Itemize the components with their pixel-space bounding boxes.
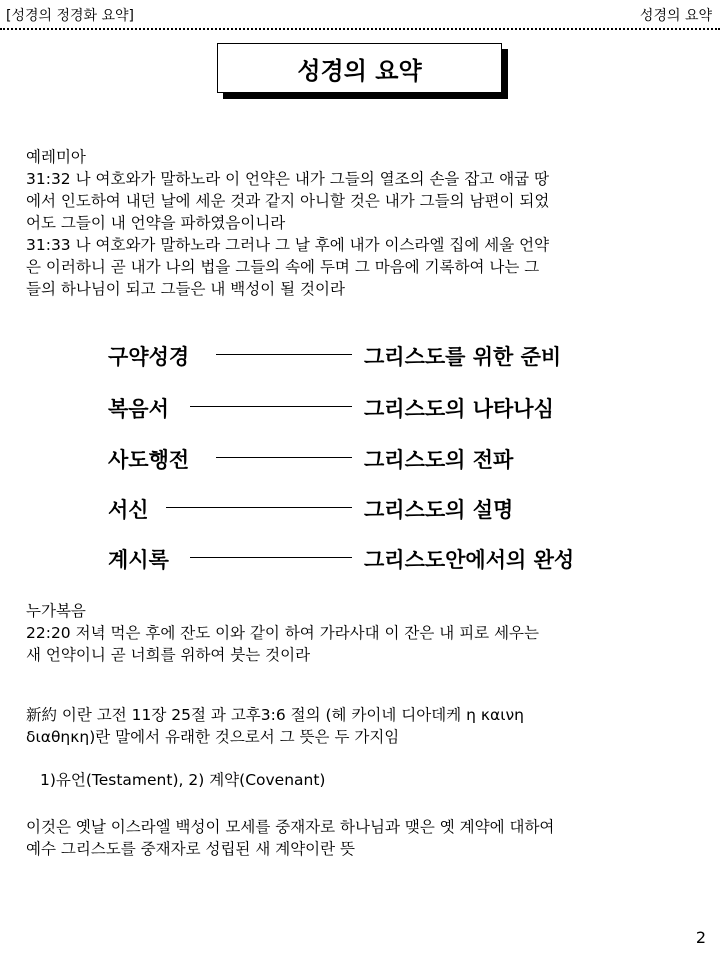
jeremiah-book-label: 예레미아 bbox=[26, 148, 86, 166]
luke-passage bbox=[26, 600, 694, 666]
jeremiah-line: 은 이러하니 곧 내가 나의 법을 그들의 속에 두며 그 마음에 기록하여 나는 그 bbox=[26, 258, 540, 276]
mapping-connector-line bbox=[216, 354, 352, 355]
conclusion-paragraph bbox=[26, 816, 694, 860]
luke-line: 22:20 저녁 먹은 후에 잔도 이와 같이 하여 가라사대 이 잔은 내 피로 세우는 bbox=[26, 624, 539, 642]
jeremiah-line: 31:32 나 여호와가 말하노라 이 언약은 내가 그들의 열조의 손을 잡고 애굽 땅 bbox=[26, 170, 550, 188]
mapping-theme: 그리스도를 위한 준비 bbox=[364, 345, 562, 369]
mapping-book-group: 계시록 bbox=[108, 548, 169, 572]
jeremiah-line: 들의 하나님이 되고 그들은 내 백성이 될 것이라 bbox=[26, 280, 345, 298]
mapping-connector-line bbox=[190, 557, 352, 558]
mapping-connector-line bbox=[216, 457, 352, 458]
page-title: 성경의 요약 bbox=[217, 43, 502, 93]
header-divider bbox=[0, 28, 720, 30]
new-testament-explanation bbox=[26, 704, 694, 748]
mapping-row bbox=[108, 494, 668, 524]
header-chapter-title: 성경의 요약 bbox=[639, 8, 712, 24]
mapping-row bbox=[108, 444, 668, 474]
mapping-connector-line bbox=[190, 406, 352, 407]
mapping-theme: 그리스도의 설명 bbox=[364, 498, 514, 522]
conclusion-line: 이것은 옛날 이스라엘 백성이 모세를 중재자로 하나님과 맺은 옛 계약에 대하여 bbox=[26, 818, 555, 836]
page-number: 2 bbox=[695, 928, 706, 947]
mapping-book-group: 구약성경 bbox=[108, 345, 190, 369]
jeremiah-line: 31:33 나 여호와가 말하노라 그러나 그 날 후에 내가 이스라엘 집에 세울 언약 bbox=[26, 236, 550, 254]
mapping-book-group: 서신 bbox=[108, 498, 149, 522]
meanings-line: 1)유언(Testament), 2) 계약(Covenant) bbox=[40, 771, 326, 789]
two-meanings bbox=[40, 769, 708, 791]
mapping-book-group: 사도행전 bbox=[108, 448, 190, 472]
mapping-theme: 그리스도의 전파 bbox=[364, 448, 514, 472]
jeremiah-line: 에서 인도하여 내던 날에 세운 것과 같지 아니할 것은 내가 그들의 남편이 되었 bbox=[26, 192, 550, 210]
luke-book-label: 누가복음 bbox=[26, 602, 86, 620]
mapping-row bbox=[108, 544, 668, 574]
mapping-book-group: 복음서 bbox=[108, 397, 169, 421]
jeremiah-passage bbox=[26, 146, 694, 300]
mapping-row bbox=[108, 393, 668, 423]
mapping-row bbox=[108, 341, 668, 371]
header-section-title: [성경의 정경화 요약] bbox=[6, 8, 135, 24]
conclusion-line: 예수 그리스도를 중재자로 성립된 새 계약이란 뜻 bbox=[26, 840, 356, 858]
jeremiah-line: 어도 그들이 내 언약을 파하였음이니라 bbox=[26, 214, 286, 232]
mapping-theme: 그리스도의 나타나심 bbox=[364, 397, 554, 421]
luke-line: 새 언약이니 곧 너희를 위하여 붓는 것이라 bbox=[26, 646, 311, 664]
explanation-line: 新約 이란 고전 11장 25절 과 고후3:6 절의 (헤 카이네 디아데케 η καινη bbox=[26, 706, 524, 724]
explanation-line: διαθηκη)란 말에서 유래한 것으로서 그 뜻은 두 가지임 bbox=[26, 728, 400, 746]
mapping-theme: 그리스도안에서의 완성 bbox=[364, 548, 575, 572]
mapping-connector-line bbox=[166, 507, 352, 508]
